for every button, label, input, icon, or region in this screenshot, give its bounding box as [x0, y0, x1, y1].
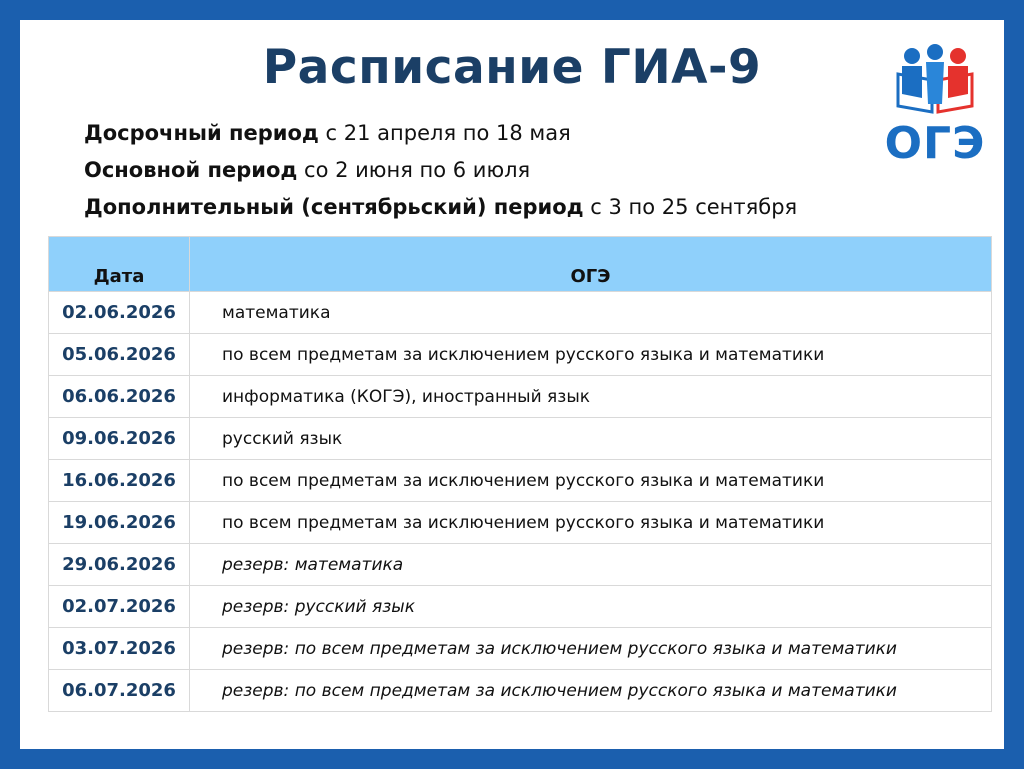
row-subject: математика	[190, 292, 992, 334]
header-date: Дата	[49, 237, 190, 292]
row-date: 19.06.2026	[49, 502, 190, 544]
periods-block	[84, 115, 797, 226]
row-subject: по всем предметам за исключением русского языка и математики	[190, 334, 992, 376]
table-row	[49, 670, 992, 712]
period-label: Досрочный период	[84, 121, 319, 145]
period-label: Основной период	[84, 158, 298, 182]
row-subject: резерв: по всем предметам за исключением русского языка и математики	[190, 670, 992, 712]
header-exam: ОГЭ	[190, 237, 992, 292]
row-date: 06.07.2026	[49, 670, 190, 712]
period-early	[84, 115, 797, 152]
table-row	[49, 334, 992, 376]
period-range: с 3 по 25 сентября	[583, 195, 798, 219]
period-range: со 2 июня по 6 июля	[297, 158, 531, 182]
table-row	[49, 376, 992, 418]
logo-text: ОГЭ	[884, 118, 986, 169]
table-row	[49, 544, 992, 586]
table-row	[49, 502, 992, 544]
table-row	[49, 586, 992, 628]
table-row	[49, 418, 992, 460]
table-header-row	[49, 237, 992, 292]
row-date: 09.06.2026	[49, 418, 190, 460]
row-date: 05.06.2026	[49, 334, 190, 376]
table-row	[49, 628, 992, 670]
slide	[20, 20, 1004, 749]
row-date: 02.07.2026	[49, 586, 190, 628]
row-date: 06.06.2026	[49, 376, 190, 418]
period-additional	[84, 189, 797, 226]
page-title: Расписание ГИА-9	[262, 40, 762, 95]
table-row	[49, 460, 992, 502]
row-date: 16.06.2026	[49, 460, 190, 502]
schedule-table	[48, 236, 992, 712]
row-subject: по всем предметам за исключением русского языка и математики	[190, 460, 992, 502]
row-date: 29.06.2026	[49, 544, 190, 586]
row-subject: резерв: по всем предметам за исключением русского языка и математики	[190, 628, 992, 670]
period-range: с 21 апреля по 18 мая	[318, 121, 571, 145]
logo-figures-icon	[880, 40, 990, 120]
row-subject: резерв: математика	[190, 544, 992, 586]
row-subject: информатика (КОГЭ), иностранный язык	[190, 376, 992, 418]
row-date: 02.06.2026	[49, 292, 190, 334]
table-row	[49, 292, 992, 334]
oge-logo	[880, 40, 990, 170]
row-date: 03.07.2026	[49, 628, 190, 670]
period-label: Дополнительный (сентябрьский) период	[84, 195, 584, 219]
period-main	[84, 152, 797, 189]
row-subject: резерв: русский язык	[190, 586, 992, 628]
row-subject: по всем предметам за исключением русского языка и математики	[190, 502, 992, 544]
row-subject: русский язык	[190, 418, 992, 460]
